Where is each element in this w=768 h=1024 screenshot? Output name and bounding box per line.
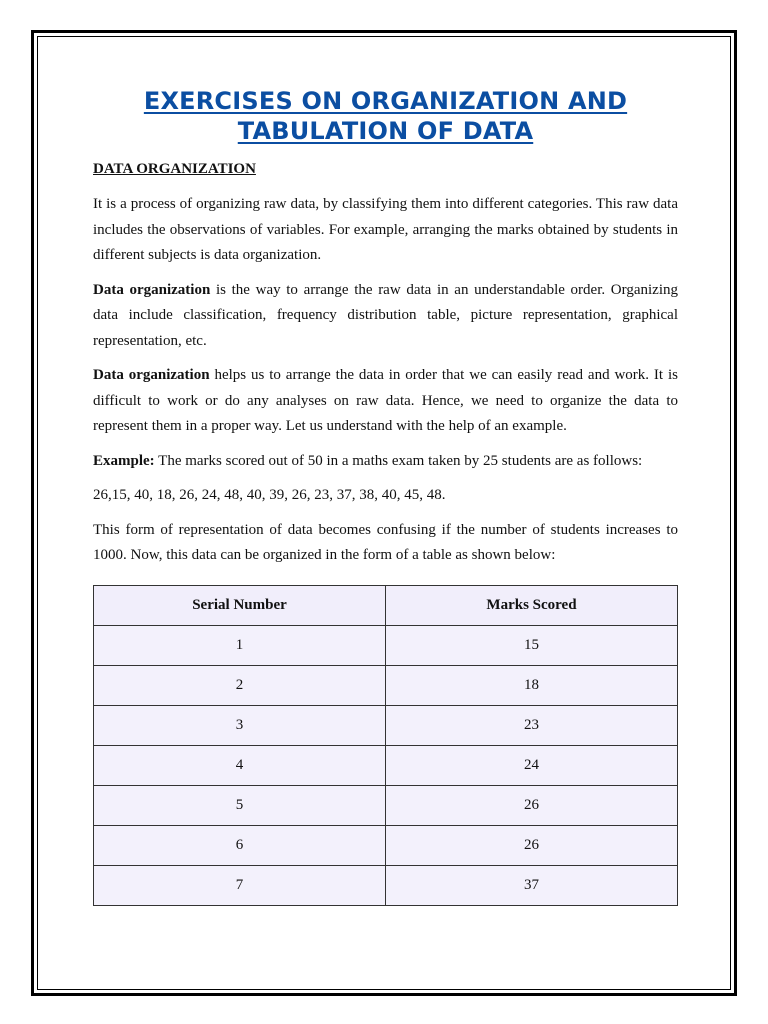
paragraph-5: 26,15, 40, 18, 26, 24, 48, 40, 39, 26, 23, 37, 38, 40, 45, 48.: [93, 487, 446, 503]
marks-table: [93, 585, 678, 906]
paragraph-2-bold: Data organization: [93, 281, 211, 298]
table-row: [94, 745, 678, 785]
header-serial-number: Serial Number: [94, 585, 386, 625]
cell-serial: 4: [94, 745, 386, 785]
paragraph-2-text: is the way to arrange the raw data in an understandable order. Organizing data include classification, frequency distribution table, picture representation, graphical representation, etc.: [93, 281, 678, 349]
paragraph-1: It is a process of organizing raw data, by classifying them into different categories. This raw data includes the observations of variables. For example, arranging the marks obtained by students in different subjects is data organization.: [93, 196, 678, 263]
paragraph-3-text: helps us to arrange the data in order that we can easily read and work. It is difficult to work or do any analyses on raw data. Hence, we need to organize the data to represent them in a proper way. Let us understand with the help of an example.: [93, 367, 678, 434]
table-header-row: [94, 585, 678, 625]
cell-serial: 2: [94, 665, 386, 705]
title-line-1: EXERCISES ON ORGANIZATION AND: [143, 87, 628, 115]
table-row: [94, 825, 678, 865]
header-marks-scored: Marks Scored: [386, 585, 678, 625]
cell-marks: 15: [386, 625, 678, 665]
paragraph-4: [93, 449, 678, 475]
cell-serial: 3: [94, 705, 386, 745]
document-body: [93, 86, 678, 906]
paragraph-6: This form of representation of data becomes confusing if the number of students increases to 1000. Now, this data can be organized in the form of a table as shown below:: [93, 521, 678, 563]
cell-serial: 7: [94, 865, 386, 905]
paragraph-4-text: The marks scored out of 50 in a maths exam taken by 25 students are as follows:: [154, 452, 643, 469]
cell-serial: 1: [94, 625, 386, 665]
cell-serial: 5: [94, 785, 386, 825]
table-row: [94, 625, 678, 665]
cell-marks: 26: [386, 825, 678, 865]
cell-marks: 37: [386, 865, 678, 905]
table-row: [94, 865, 678, 905]
paragraph-3: [93, 363, 678, 440]
document-title: [93, 86, 678, 146]
table-row: [94, 785, 678, 825]
section-heading: DATA ORGANIZATION: [93, 161, 256, 177]
cell-marks: 26: [386, 785, 678, 825]
table-row: [94, 665, 678, 705]
paragraph-2: [93, 278, 678, 355]
cell-marks: 24: [386, 745, 678, 785]
table-row: [94, 705, 678, 745]
cell-marks: 18: [386, 665, 678, 705]
paragraph-4-bold: Example:: [93, 452, 155, 469]
paragraph-3-bold: Data organization: [93, 367, 210, 383]
title-line-2: TABULATION OF DATA: [237, 117, 534, 145]
cell-serial: 6: [94, 825, 386, 865]
cell-marks: 23: [386, 705, 678, 745]
